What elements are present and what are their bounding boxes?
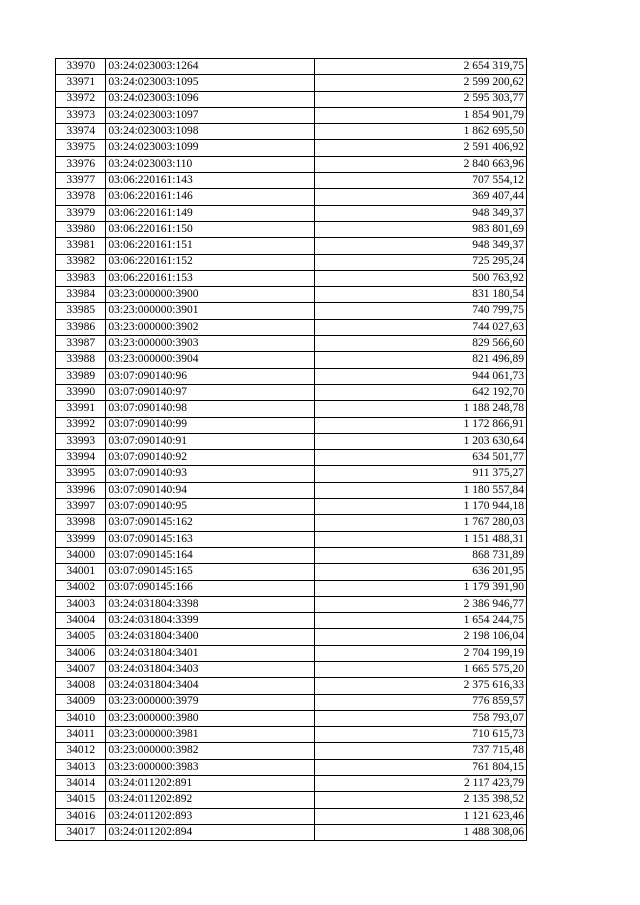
cadastral-number-cell: 03:24:031804:3398 bbox=[106, 596, 315, 612]
cadastral-number-cell: 03:07:090145:162 bbox=[106, 515, 315, 531]
cadastral-number-cell: 03:24:023003:1096 bbox=[106, 91, 315, 107]
table-row bbox=[56, 482, 527, 498]
table-row bbox=[56, 450, 527, 466]
cadastral-number-cell: 03:23:000000:3903 bbox=[106, 336, 315, 352]
table-row bbox=[56, 303, 527, 319]
cadastral-number-cell: 03:24:031804:3399 bbox=[106, 613, 315, 629]
table-row bbox=[56, 173, 527, 189]
cadastral-number-cell: 03:24:011202:892 bbox=[106, 792, 315, 808]
row-number-cell: 34013 bbox=[56, 759, 106, 775]
row-number-cell: 34011 bbox=[56, 727, 106, 743]
cadastral-number-cell: 03:07:090140:93 bbox=[106, 466, 315, 482]
value-cell: 500 763,92 bbox=[315, 270, 527, 286]
row-number-cell: 34010 bbox=[56, 710, 106, 726]
row-number-cell: 33970 bbox=[56, 59, 106, 75]
cadastral-number-cell: 03:07:090145:163 bbox=[106, 531, 315, 547]
value-cell: 744 027,63 bbox=[315, 319, 527, 335]
cadastral-number-cell: 03:24:031804:3404 bbox=[106, 678, 315, 694]
table-row bbox=[56, 776, 527, 792]
row-number-cell: 34001 bbox=[56, 564, 106, 580]
cadastral-number-cell: 03:07:090140:91 bbox=[106, 433, 315, 449]
table-row bbox=[56, 59, 527, 75]
value-cell: 707 554,12 bbox=[315, 173, 527, 189]
table-row bbox=[56, 759, 527, 775]
table-row bbox=[56, 808, 527, 824]
table-row bbox=[56, 189, 527, 205]
table-row bbox=[56, 287, 527, 303]
table-row bbox=[56, 124, 527, 140]
row-number-cell: 33971 bbox=[56, 75, 106, 91]
row-number-cell: 33999 bbox=[56, 531, 106, 547]
cadastral-number-cell: 03:07:090140:98 bbox=[106, 401, 315, 417]
cadastral-number-cell: 03:24:023003:110 bbox=[106, 156, 315, 172]
table-row bbox=[56, 645, 527, 661]
cadastral-number-cell: 03:06:220161:150 bbox=[106, 221, 315, 237]
cadastral-number-cell: 03:24:011202:891 bbox=[106, 776, 315, 792]
cadastral-number-cell: 03:24:011202:893 bbox=[106, 808, 315, 824]
cadastral-number-cell: 03:07:090140:97 bbox=[106, 384, 315, 400]
value-cell: 983 801,69 bbox=[315, 221, 527, 237]
table-row bbox=[56, 743, 527, 759]
value-cell: 1 767 280,03 bbox=[315, 515, 527, 531]
value-cell: 948 349,37 bbox=[315, 205, 527, 221]
value-cell: 2 599 200,62 bbox=[315, 75, 527, 91]
row-number-cell: 33988 bbox=[56, 352, 106, 368]
table-row bbox=[56, 417, 527, 433]
row-number-cell: 34016 bbox=[56, 808, 106, 824]
table-row bbox=[56, 254, 527, 270]
cadastral-number-cell: 03:07:090140:96 bbox=[106, 368, 315, 384]
value-cell: 868 731,89 bbox=[315, 547, 527, 563]
table-body bbox=[56, 59, 527, 841]
value-cell: 636 201,95 bbox=[315, 564, 527, 580]
table-row bbox=[56, 499, 527, 515]
value-cell: 710 615,73 bbox=[315, 727, 527, 743]
row-number-cell: 33997 bbox=[56, 499, 106, 515]
value-cell: 2 386 946,77 bbox=[315, 596, 527, 612]
table-row bbox=[56, 531, 527, 547]
cadastral-number-cell: 03:23:000000:3981 bbox=[106, 727, 315, 743]
value-cell: 1 862 695,50 bbox=[315, 124, 527, 140]
table-row bbox=[56, 661, 527, 677]
row-number-cell: 33985 bbox=[56, 303, 106, 319]
cadastral-number-cell: 03:06:220161:152 bbox=[106, 254, 315, 270]
table-row bbox=[56, 75, 527, 91]
value-cell: 740 799,75 bbox=[315, 303, 527, 319]
row-number-cell: 34007 bbox=[56, 661, 106, 677]
table-row bbox=[56, 710, 527, 726]
table-row bbox=[56, 238, 527, 254]
value-cell: 2 595 303,77 bbox=[315, 91, 527, 107]
cadastral-number-cell: 03:07:090145:166 bbox=[106, 580, 315, 596]
row-number-cell: 33979 bbox=[56, 205, 106, 221]
cadastral-number-cell: 03:23:000000:3904 bbox=[106, 352, 315, 368]
row-number-cell: 33982 bbox=[56, 254, 106, 270]
value-cell: 776 859,57 bbox=[315, 694, 527, 710]
value-cell: 758 793,07 bbox=[315, 710, 527, 726]
row-number-cell: 33974 bbox=[56, 124, 106, 140]
table-row bbox=[56, 547, 527, 563]
row-number-cell: 33990 bbox=[56, 384, 106, 400]
table-row bbox=[56, 596, 527, 612]
value-cell: 634 501,77 bbox=[315, 450, 527, 466]
cadastral-number-cell: 03:06:220161:151 bbox=[106, 238, 315, 254]
row-number-cell: 34009 bbox=[56, 694, 106, 710]
cadastral-number-cell: 03:23:000000:3982 bbox=[106, 743, 315, 759]
data-table bbox=[55, 58, 527, 841]
table-row bbox=[56, 727, 527, 743]
row-number-cell: 33975 bbox=[56, 140, 106, 156]
row-number-cell: 34002 bbox=[56, 580, 106, 596]
value-cell: 1 654 244,75 bbox=[315, 613, 527, 629]
row-number-cell: 33993 bbox=[56, 433, 106, 449]
cadastral-number-cell: 03:07:090145:164 bbox=[106, 547, 315, 563]
cadastral-number-cell: 03:23:000000:3900 bbox=[106, 287, 315, 303]
row-number-cell: 33976 bbox=[56, 156, 106, 172]
row-number-cell: 34014 bbox=[56, 776, 106, 792]
value-cell: 911 375,27 bbox=[315, 466, 527, 482]
value-cell: 948 349,37 bbox=[315, 238, 527, 254]
cadastral-number-cell: 03:24:023003:1095 bbox=[106, 75, 315, 91]
cadastral-number-cell: 03:24:031804:3403 bbox=[106, 661, 315, 677]
cadastral-number-cell: 03:23:000000:3983 bbox=[106, 759, 315, 775]
value-cell: 1 151 488,31 bbox=[315, 531, 527, 547]
cadastral-number-cell: 03:23:000000:3980 bbox=[106, 710, 315, 726]
value-cell: 761 804,15 bbox=[315, 759, 527, 775]
table-row bbox=[56, 629, 527, 645]
cadastral-number-cell: 03:07:090140:94 bbox=[106, 482, 315, 498]
row-number-cell: 33980 bbox=[56, 221, 106, 237]
row-number-cell: 34015 bbox=[56, 792, 106, 808]
value-cell: 737 715,48 bbox=[315, 743, 527, 759]
value-cell: 2 840 663,96 bbox=[315, 156, 527, 172]
row-number-cell: 33981 bbox=[56, 238, 106, 254]
row-number-cell: 33972 bbox=[56, 91, 106, 107]
row-number-cell: 33989 bbox=[56, 368, 106, 384]
value-cell: 1 180 557,84 bbox=[315, 482, 527, 498]
table-row bbox=[56, 156, 527, 172]
cadastral-number-cell: 03:07:090140:95 bbox=[106, 499, 315, 515]
value-cell: 2 375 616,33 bbox=[315, 678, 527, 694]
table-row bbox=[56, 466, 527, 482]
value-cell: 821 496,89 bbox=[315, 352, 527, 368]
table-row bbox=[56, 433, 527, 449]
table-row bbox=[56, 352, 527, 368]
row-number-cell: 33987 bbox=[56, 336, 106, 352]
value-cell: 2 654 319,75 bbox=[315, 59, 527, 75]
row-number-cell: 33995 bbox=[56, 466, 106, 482]
table-row bbox=[56, 140, 527, 156]
row-number-cell: 33977 bbox=[56, 173, 106, 189]
table-row bbox=[56, 368, 527, 384]
value-cell: 2 704 199,19 bbox=[315, 645, 527, 661]
cadastral-number-cell: 03:23:000000:3979 bbox=[106, 694, 315, 710]
value-cell: 944 061,73 bbox=[315, 368, 527, 384]
cadastral-number-cell: 03:24:023003:1099 bbox=[106, 140, 315, 156]
table-row bbox=[56, 270, 527, 286]
cadastral-number-cell: 03:24:031804:3401 bbox=[106, 645, 315, 661]
value-cell: 369 407,44 bbox=[315, 189, 527, 205]
value-cell: 1 121 623,46 bbox=[315, 808, 527, 824]
row-number-cell: 34008 bbox=[56, 678, 106, 694]
row-number-cell: 33998 bbox=[56, 515, 106, 531]
row-number-cell: 33986 bbox=[56, 319, 106, 335]
value-cell: 1 172 866,91 bbox=[315, 417, 527, 433]
row-number-cell: 34005 bbox=[56, 629, 106, 645]
cadastral-number-cell: 03:07:090140:92 bbox=[106, 450, 315, 466]
table-row bbox=[56, 792, 527, 808]
table-row bbox=[56, 580, 527, 596]
table-row bbox=[56, 384, 527, 400]
table-row bbox=[56, 107, 527, 123]
value-cell: 642 192,70 bbox=[315, 384, 527, 400]
cadastral-number-cell: 03:23:000000:3901 bbox=[106, 303, 315, 319]
row-number-cell: 34003 bbox=[56, 596, 106, 612]
table-row bbox=[56, 678, 527, 694]
table-row bbox=[56, 319, 527, 335]
row-number-cell: 34000 bbox=[56, 547, 106, 563]
table-row bbox=[56, 613, 527, 629]
cadastral-number-cell: 03:06:220161:143 bbox=[106, 173, 315, 189]
table-row bbox=[56, 205, 527, 221]
row-number-cell: 33991 bbox=[56, 401, 106, 417]
value-cell: 1 188 248,78 bbox=[315, 401, 527, 417]
cadastral-number-cell: 03:24:023003:1264 bbox=[106, 59, 315, 75]
cadastral-number-cell: 03:23:000000:3902 bbox=[106, 319, 315, 335]
cadastral-number-cell: 03:06:220161:146 bbox=[106, 189, 315, 205]
row-number-cell: 33992 bbox=[56, 417, 106, 433]
row-number-cell: 34012 bbox=[56, 743, 106, 759]
table-row bbox=[56, 221, 527, 237]
cadastral-number-cell: 03:07:090140:99 bbox=[106, 417, 315, 433]
value-cell: 725 295,24 bbox=[315, 254, 527, 270]
table-row bbox=[56, 694, 527, 710]
value-cell: 2 591 406,92 bbox=[315, 140, 527, 156]
table-row bbox=[56, 564, 527, 580]
row-number-cell: 34006 bbox=[56, 645, 106, 661]
value-cell: 1 203 630,64 bbox=[315, 433, 527, 449]
value-cell: 1 179 391,90 bbox=[315, 580, 527, 596]
value-cell: 2 198 106,04 bbox=[315, 629, 527, 645]
table-row bbox=[56, 401, 527, 417]
value-cell: 1 665 575,20 bbox=[315, 661, 527, 677]
table-row bbox=[56, 515, 527, 531]
row-number-cell: 33984 bbox=[56, 287, 106, 303]
cadastral-number-cell: 03:06:220161:149 bbox=[106, 205, 315, 221]
row-number-cell: 33996 bbox=[56, 482, 106, 498]
row-number-cell: 33978 bbox=[56, 189, 106, 205]
cadastral-number-cell: 03:24:023003:1097 bbox=[106, 107, 315, 123]
table-row bbox=[56, 336, 527, 352]
cadastral-number-cell: 03:07:090145:165 bbox=[106, 564, 315, 580]
row-number-cell: 33994 bbox=[56, 450, 106, 466]
cadastral-number-cell: 03:24:011202:894 bbox=[106, 824, 315, 840]
value-cell: 1 170 944,18 bbox=[315, 499, 527, 515]
table-row bbox=[56, 824, 527, 840]
cadastral-number-cell: 03:06:220161:153 bbox=[106, 270, 315, 286]
cadastral-number-cell: 03:24:023003:1098 bbox=[106, 124, 315, 140]
value-cell: 2 135 398,52 bbox=[315, 792, 527, 808]
value-cell: 829 566,60 bbox=[315, 336, 527, 352]
cadastral-number-cell: 03:24:031804:3400 bbox=[106, 629, 315, 645]
row-number-cell: 34004 bbox=[56, 613, 106, 629]
row-number-cell: 33983 bbox=[56, 270, 106, 286]
value-cell: 1 488 308,06 bbox=[315, 824, 527, 840]
table-row bbox=[56, 91, 527, 107]
row-number-cell: 33973 bbox=[56, 107, 106, 123]
row-number-cell: 34017 bbox=[56, 824, 106, 840]
value-cell: 831 180,54 bbox=[315, 287, 527, 303]
value-cell: 2 117 423,79 bbox=[315, 776, 527, 792]
value-cell: 1 854 901,79 bbox=[315, 107, 527, 123]
